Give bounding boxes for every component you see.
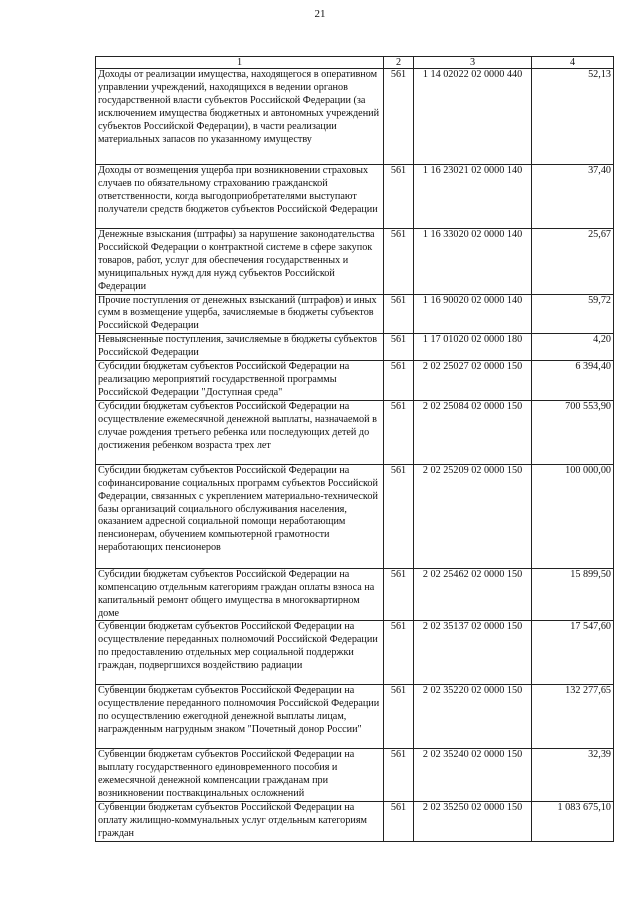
row-admin-code: 561 [384, 464, 414, 568]
row-amount: 32,39 [532, 749, 614, 802]
table-row [96, 165, 614, 229]
row-description: Субсидии бюджетам субъектов Российской Федерации на реализацию мероприятий государственной программы Российской Федерации "Доступная среда" [96, 361, 384, 401]
row-description: Денежные взыскания (штрафы) за нарушение законодательства Российской Федерации о контрактной системе в сфере закупок товаров, работ, услуг для обеспечения государственных и муниципальных нужд для нужд субъектов Российской Федерации [96, 229, 384, 295]
table-row [96, 568, 614, 621]
table-row [96, 685, 614, 749]
row-bcc-code: 2 02 25084 02 0000 150 [414, 400, 532, 464]
row-description: Доходы от реализации имущества, находящегося в оперативном управлении учреждений, находящихся в ведении органов государственной власти субъектов Российской Федерации (за исключением имущества бюджетных и автономных учреждений субъектов Российской Федерации), в части реализации материальных запасов по указанному имуществу [96, 69, 384, 165]
row-bcc-code: 2 02 35137 02 0000 150 [414, 621, 532, 685]
row-bcc-code: 1 17 01020 02 0000 180 [414, 334, 532, 361]
row-amount: 15 899,50 [532, 568, 614, 621]
row-description: Субвенции бюджетам субъектов Российской Федерации на выплату государственного единовременного пособия и ежемесячной денежной компенсации гражданам при возникновении поствакцинальных осложнений [96, 749, 384, 802]
row-bcc-code: 2 02 25209 02 0000 150 [414, 464, 532, 568]
table-row [96, 294, 614, 334]
row-description: Субсидии бюджетам субъектов Российской Федерации на осуществление ежемесячной денежной выплаты, назначаемой в случае рождения третьего ребенка или последующих детей до достижения ребенком возраста трех лет [96, 400, 384, 464]
row-bcc-code: 1 16 23021 02 0000 140 [414, 165, 532, 229]
row-amount: 6 394,40 [532, 361, 614, 401]
row-admin-code: 561 [384, 802, 414, 842]
row-amount: 52,13 [532, 69, 614, 165]
column-header-description: 1 [96, 57, 384, 69]
column-header-amount: 4 [532, 57, 614, 69]
row-amount: 17 547,60 [532, 621, 614, 685]
table-row [96, 69, 614, 165]
row-description: Субвенции бюджетам субъектов Российской Федерации на осуществление переданных полномочий Российской Федерации по предоставлению отдельных мер социальной поддержки граждан, подвергшихся воздействию радиации [96, 621, 384, 685]
row-bcc-code: 2 02 35250 02 0000 150 [414, 802, 532, 842]
row-amount: 59,72 [532, 294, 614, 334]
row-admin-code: 561 [384, 400, 414, 464]
row-admin-code: 561 [384, 294, 414, 334]
row-bcc-code: 1 16 90020 02 0000 140 [414, 294, 532, 334]
row-admin-code: 561 [384, 685, 414, 749]
page-number: 21 [314, 8, 326, 20]
row-amount: 37,40 [532, 165, 614, 229]
row-description: Доходы от возмещения ущерба при возникновении страховых случаев по обязательному страхованию гражданской ответственности, когда выгодоприобретателями выступают получатели средств бюджетов субъектов Российской Федерации [96, 165, 384, 229]
column-header-admin-code: 2 [384, 57, 414, 69]
row-description: Невыясненные поступления, зачисляемые в бюджеты субъектов Российской Федерации [96, 334, 384, 361]
table-row [96, 334, 614, 361]
row-bcc-code: 1 14 02022 02 0000 440 [414, 69, 532, 165]
row-bcc-code: 2 02 25462 02 0000 150 [414, 568, 532, 621]
row-description: Субсидии бюджетам субъектов Российской Федерации на компенсацию отдельным категориям граждан оплаты взноса на капитальный ремонт общего имущества в многоквартирном доме [96, 568, 384, 621]
row-amount: 25,67 [532, 229, 614, 295]
row-admin-code: 561 [384, 361, 414, 401]
table-header-row [96, 57, 614, 69]
row-amount: 100 000,00 [532, 464, 614, 568]
row-bcc-code: 2 02 25027 02 0000 150 [414, 361, 532, 401]
row-admin-code: 561 [384, 165, 414, 229]
row-description: Субвенции бюджетам субъектов Российской Федерации на осуществление переданного полномочия Российской Федерации по осуществлению ежегодной денежной выплаты лицам, награжденным нагрудным знаком "Почетный донор России" [96, 685, 384, 749]
row-description: Субвенции бюджетам субъектов Российской Федерации на оплату жилищно-коммунальных услуг отдельным категориям граждан [96, 802, 384, 842]
column-header-bcc-code: 3 [414, 57, 532, 69]
table-row [96, 229, 614, 295]
row-amount: 700 553,90 [532, 400, 614, 464]
row-amount: 132 277,65 [532, 685, 614, 749]
table-row [96, 400, 614, 464]
table-row [96, 749, 614, 802]
table-row [96, 464, 614, 568]
row-bcc-code: 1 16 33020 02 0000 140 [414, 229, 532, 295]
row-amount: 4,20 [532, 334, 614, 361]
table-row [96, 361, 614, 401]
revenue-table [95, 56, 614, 842]
row-admin-code: 561 [384, 229, 414, 295]
row-admin-code: 561 [384, 334, 414, 361]
row-description: Субсидии бюджетам субъектов Российской Федерации на софинансирование социальных программ субъектов Российской Федерации, связанных с укреплением материально-технической базы организаций социального обслуживания населения, оказанием адресной социальной помощи неработающим пенсионерам, обучением компьютерной грамотности неработающих пенсионеров [96, 464, 384, 568]
table-row [96, 802, 614, 842]
table-row [96, 621, 614, 685]
row-bcc-code: 2 02 35220 02 0000 150 [414, 685, 532, 749]
row-admin-code: 561 [384, 749, 414, 802]
row-description: Прочие поступления от денежных взысканий (штрафов) и иных сумм в возмещение ущерба, зачисляемые в бюджеты субъектов Российской Федерации [96, 294, 384, 334]
row-admin-code: 561 [384, 621, 414, 685]
row-admin-code: 561 [384, 69, 414, 165]
row-amount: 1 083 675,10 [532, 802, 614, 842]
row-admin-code: 561 [384, 568, 414, 621]
row-bcc-code: 2 02 35240 02 0000 150 [414, 749, 532, 802]
